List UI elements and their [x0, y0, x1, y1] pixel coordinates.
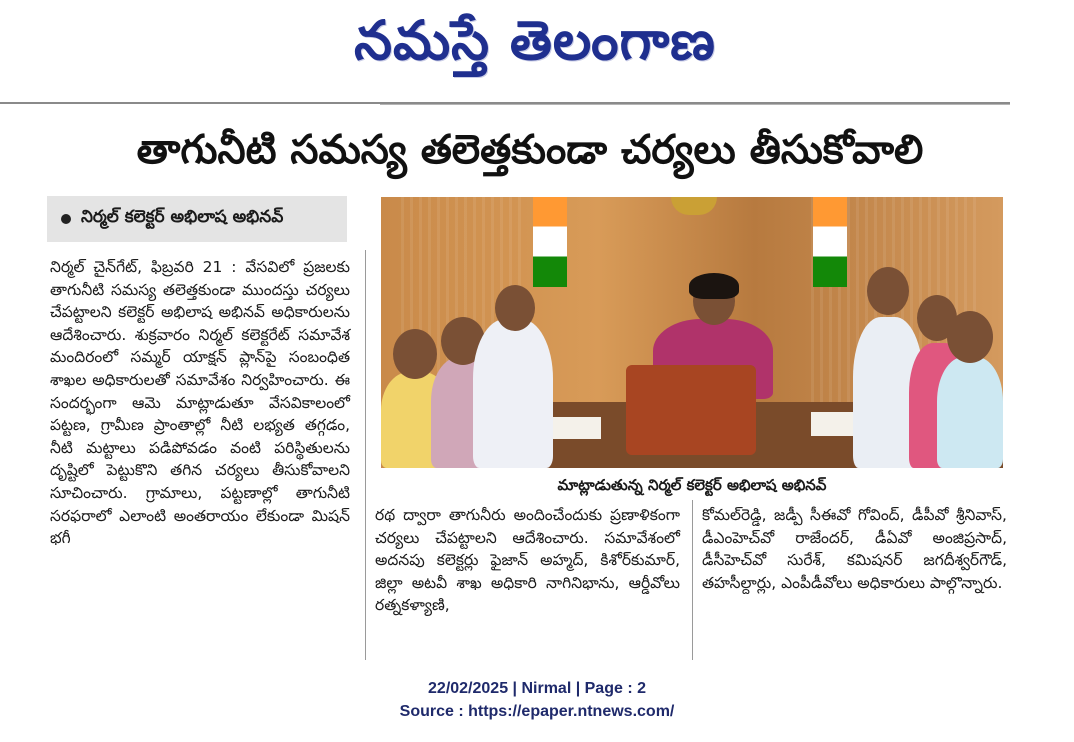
flag-icon [813, 197, 847, 287]
person-head [495, 285, 535, 331]
flag-icon [533, 197, 567, 287]
person-head [867, 267, 909, 315]
podium [626, 365, 756, 455]
article-photo [381, 197, 1003, 468]
edition-info: 22/02/2025 | Nirmal | Page : 2 [428, 680, 646, 697]
person-hair [689, 273, 739, 299]
emblem-icon [671, 197, 717, 215]
person-figure [937, 357, 1003, 468]
article-headline: తాగునీటి సమస్య తలెత్తకుండా చర్యలు తీసుకోవాలి [136, 127, 924, 173]
person-head [947, 311, 993, 363]
article-byline: నిర్మల్ కలెక్టర్ అభిలాష అభినవ్ [81, 207, 284, 227]
byline-box [47, 196, 347, 242]
masthead-rule-accent [380, 104, 1010, 105]
person-figure [473, 319, 553, 468]
column-text: నిర్మల్ చైన్‌గేట్, ఫిబ్రవరి 21 : వేసవిలో ప్రజలకు తాగునీటి సమస్య తలెత్తకుండా ముందస్తు చర్యలు చేపట్టాలని కలెక్టర్ అభిలాష అభినవ్ అధికారులను ఆదేశించారు. శుక్రవారం నిర్మల్ కలెక్టరేట్ సమావేశ మందిరంలో సమ్మర్ యాక్షన్ ప్లాన్‌పై సంబంధిత శాఖల అధికారులతో సమావేశం నిర్వహించారు. ఈ సందర్భంగా ఆమె మాట్లాడుతూ వేసవికాలంలో పట్టణ, గ్రామీణ ప్రాంతాల్లో నీటి లభ్యత తగ్గడం, నీటి మట్టాలు పడిపోవడం వంటి పరిస్థితులను దృష్టిలో పెట్టుకొని తగిన చర్యలు తీసుకోవాలని సూచించారు. గ్రామాలు, పట్టణాల్లో తాగునీటి సరఫరాలో ఎలాంటి అంతరాయం లేకుండా మిషన్ భగీ [50, 258, 350, 548]
column-text: కోమల్‌రెడ్డి, జడ్పీ సీఈవో గోవింద్, డీపీవో శ్రీనివాస్, డీఎంహెచ్‌వో రాజేందర్, డీఏవో అంజిప్రసాద్, డీసీహెచ్‌వో సురేశ్, కమిషనర్ జగదీశ్వర్‌గౌడ్, తహసీల్దార్లు, ఎంపీడీవోలు అధికారులు పాల్గొన్నారు. [702, 506, 1007, 592]
person-head [393, 329, 437, 379]
bullet-icon [61, 214, 71, 224]
article-column-3 [702, 504, 1007, 594]
newspaper-masthead: నమస్తే తెలంగాణ [354, 8, 716, 72]
column-text: రథ ద్వారా తాగునీరు అందించేందుకు ప్రణాళికంగా చర్యలు చేపట్టాలని ఆదేశించారు. సమావేశంలో అదనపు కలెక్టర్లు ఫైజాన్ అహ్మద్, కిశోర్‌కుమార్, జిల్లా అటవీ శాఖ అధికారి నాగినిభాను, ఆర్డీవోలు రత్నకళ్యాణి, [375, 506, 680, 615]
column-divider [365, 250, 366, 660]
column-divider [692, 500, 693, 660]
article-column-1 [50, 256, 350, 550]
article-column-2 [375, 504, 680, 617]
source-link[interactable]: Source : https://epaper.ntnews.com/ [399, 703, 675, 720]
photo-caption: మాట్లాడుతున్న నిర్మల్ కలెక్టర్ అభిలాష అభినవ్ [557, 476, 827, 494]
